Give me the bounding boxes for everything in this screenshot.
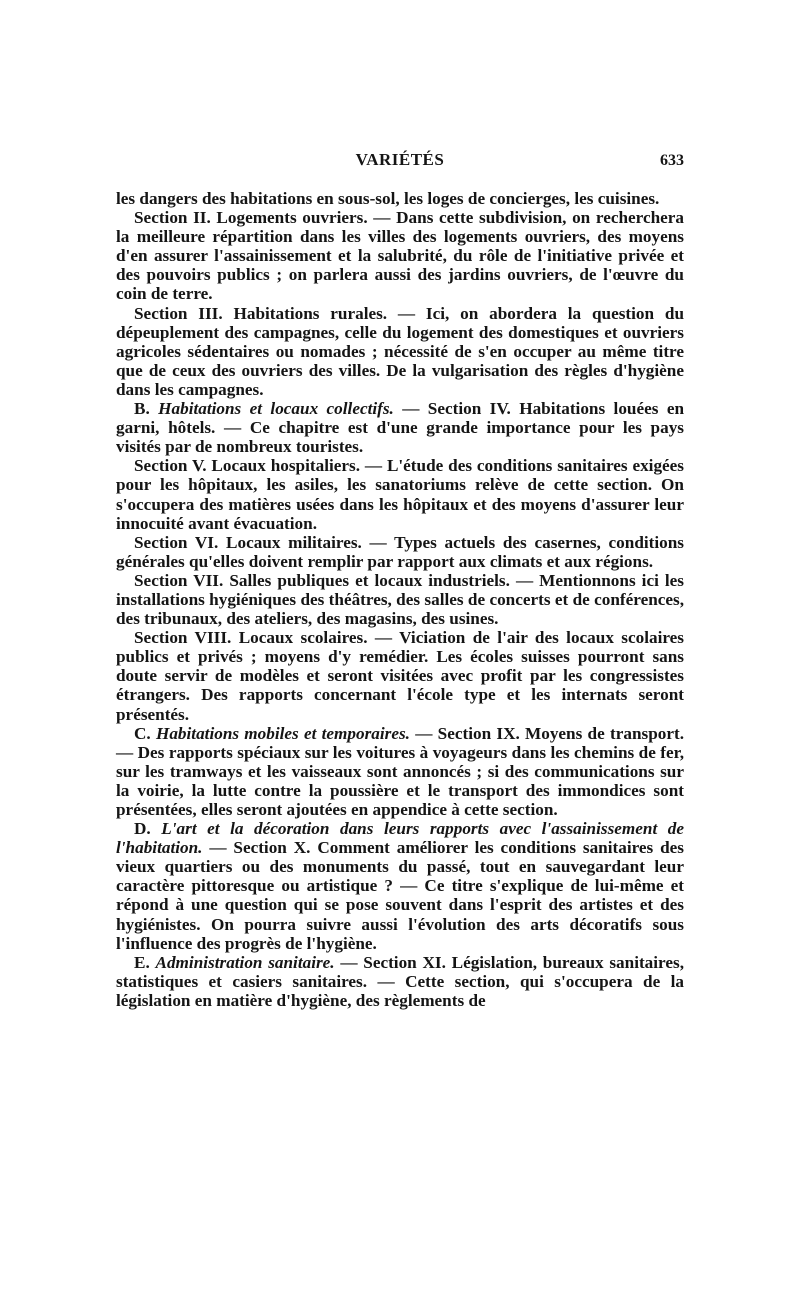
text-run: les dangers des habitations en sous-sol, les loges de concierges, les cuisines. xyxy=(116,189,660,208)
italic-heading: Habitations et locaux collectifs. xyxy=(158,399,394,419)
text-run: C. xyxy=(134,723,156,743)
text-run: Section V. Locaux hospitaliers. — L'étude des conditions sanitaires exigées pour les hôpitaux, les asiles, les sanatoriums relève de cette section. On s'occupera des matières usées dans les hôpitaux et des moyens d'assurer leur innocuité avant évacuation. xyxy=(116,456,684,533)
running-head xyxy=(116,150,684,178)
text-run: Section III. Habitations rurales. — Ici, on abordera la question du dépeuplement des campagnes, celle du logement des domestiques et ouvriers agricoles sédentaires ou nomades ; nécessité de s'en occuper au même titre que de ceux des ouvriers des villes. De la vulgarisation des règles d'hygiène dans les campagnes. xyxy=(116,303,684,399)
body-text xyxy=(116,189,684,1010)
paragraph xyxy=(116,571,684,628)
text-run: — Section X. Comment améliorer les conditions sanitaires des vieux quartiers ou des monuments du passé, tout en sauvegardant leur caractère pittoresque ou artistique ? — Ce titre s'explique de lui-même et répond à une question qui se pose souvent dans l'esprit des artistes et des hygiénistes. On pourra suivre aussi l'évolution des arts décoratifs sous l'influence des progrès de l'hygiène. xyxy=(116,838,684,953)
paragraph xyxy=(116,399,684,456)
text-run: — Section IX. Moyens de transport. — Des rapports spéciaux sur les voitures à voyageurs dans les chemins de fer, sur les tramways et les vaisseaux sont annoncés ; si des communications sur la voirie, la lutte contre la poussière et le transport des immondices sont présentées, elles seront ajoutées en appendice à cette section. xyxy=(116,723,684,819)
paragraph xyxy=(116,819,684,953)
paragraph xyxy=(116,304,684,399)
italic-heading: Habitations mobiles et temporaires. xyxy=(155,723,410,743)
text-run: — Section IV. Habitations louées en garni, hôtels. — Ce chapitre est d'une grande importance pour les pays visités par de nombreux touristes. xyxy=(116,399,685,457)
paragraph xyxy=(116,724,684,819)
page-number: 633 xyxy=(660,152,684,169)
text-run: Section VII. Salles publiques et locaux industriels. — Mentionnons ici les installations hygiéniques des théâtres, des salles de concerts et de conférences, des tribunaux, des ateliers, des magasins, des usines. xyxy=(116,570,684,629)
text-run: Section VIII. Locaux scolaires. — Viciation de l'air des locaux scolaires publics et privés ; moyens d'y remédier. Les écoles suisses pourront sans doute servir de modèles et seront visitées avec profit par les congressistes étrangers. Des rapports concernant l'école type et les internats seront présentés. xyxy=(116,628,684,724)
running-head-title: VARIÉTÉS xyxy=(355,150,445,169)
text-run: D. xyxy=(134,819,162,839)
text-run: E. xyxy=(134,952,156,972)
paragraph xyxy=(116,533,684,571)
paragraph xyxy=(116,628,684,723)
text-run: Section VI. Locaux militaires. — Types actuels des casernes, conditions générales qu'elles doivent remplir par rapport aux climats et aux régions. xyxy=(116,532,684,571)
italic-heading: L'art et la décoration dans leurs rapports avec l'assainissement de l'habitation. xyxy=(116,819,684,858)
paragraph xyxy=(116,189,684,208)
italic-heading: Administration sanitaire. xyxy=(155,952,335,972)
text-run: — Section XI. Législation, bureaux sanitaires, statistiques et casiers sanitaires. — Cette section, qui s'occupera de la législation en matière d'hygiène, des règlements de xyxy=(116,952,684,1010)
paragraph xyxy=(116,953,684,1010)
text-run: B. xyxy=(134,399,159,419)
paragraph xyxy=(116,456,684,532)
paragraph xyxy=(116,208,684,303)
text-run: Section II. Logements ouvriers. — Dans cette subdivision, on recherchera la meilleure répartition dans les villes des logements ouvriers, des moyens d'en assurer l'assainissement et la salubrité, du rôle de l'initiative privée et des pouvoirs publics ; on parlera aussi des jardins ouvriers, de l'œuvre du coin de terre. xyxy=(116,208,684,304)
